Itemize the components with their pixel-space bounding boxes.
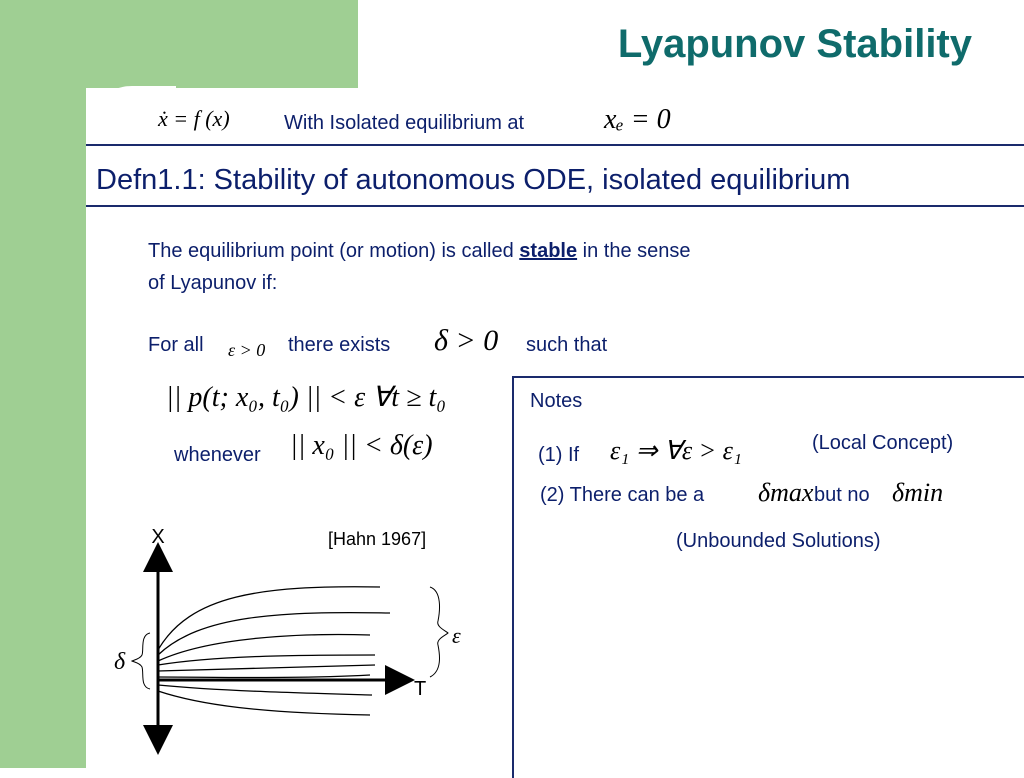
left-green-band xyxy=(0,0,86,768)
note-2-pre: (2) There can be a xyxy=(540,484,705,506)
such-that-text: such that xyxy=(526,334,608,356)
equilibrium-equation: xₑ = 0 xyxy=(604,104,671,135)
slide-title: Lyapunov Stability xyxy=(617,22,972,66)
definition-line-1-pre: The equilibrium point (or motion) is called xyxy=(148,240,514,262)
definition-line-1-post: in the sense xyxy=(582,240,691,262)
y-axis-label: X xyxy=(151,526,165,548)
x-axis-label: T xyxy=(414,678,427,700)
note-2-mid: but no xyxy=(814,484,870,506)
whenever-inequality: || x₀ || < δ(ε) xyxy=(290,430,433,461)
note-1-remark: (Local Concept) xyxy=(812,432,954,454)
citation: [Hahn 1967] xyxy=(328,529,427,549)
divider-bottom xyxy=(86,205,1024,207)
epsilon-condition: ε > 0 xyxy=(228,340,266,360)
stable-keyword: stable xyxy=(519,240,578,262)
note-1-label: (1) If xyxy=(538,444,580,466)
top-green-band xyxy=(0,0,358,88)
delta-min: δmin xyxy=(892,478,944,507)
definition-line-1 xyxy=(148,240,691,263)
delta-condition: δ > 0 xyxy=(434,324,499,357)
there-exists-text: there exists xyxy=(288,334,391,356)
trajectory-curves xyxy=(158,587,390,715)
definition-heading: Defn1.1: Stability of autonomous ODE, isolated equilibrium xyxy=(96,164,851,196)
epsilon-brace xyxy=(430,587,448,677)
notes-heading: Notes xyxy=(530,390,583,412)
norm-inequality: || p(t; x₀, t₀) || < ε ∀t ≥ t₀ xyxy=(166,382,446,413)
delta-brace xyxy=(132,633,150,689)
system-equation: ẋ = f (x) xyxy=(158,106,230,131)
epsilon-label: ε xyxy=(452,623,461,648)
note-1-math: ε₁ ⇒ ∀ε > ε₁ xyxy=(610,436,742,465)
definition-line-2: of Lyapunov if: xyxy=(148,272,278,294)
delta-max: δmax xyxy=(758,478,814,507)
trajectory-figure xyxy=(100,515,480,765)
whenever-text: whenever xyxy=(174,444,261,466)
divider-top xyxy=(86,144,1024,146)
delta-label: δ xyxy=(114,649,126,675)
note-2-remark: (Unbounded Solutions) xyxy=(676,530,881,552)
isolated-equilibrium-text: With Isolated equilibrium at xyxy=(284,112,525,134)
for-all-text: For all xyxy=(148,334,204,356)
